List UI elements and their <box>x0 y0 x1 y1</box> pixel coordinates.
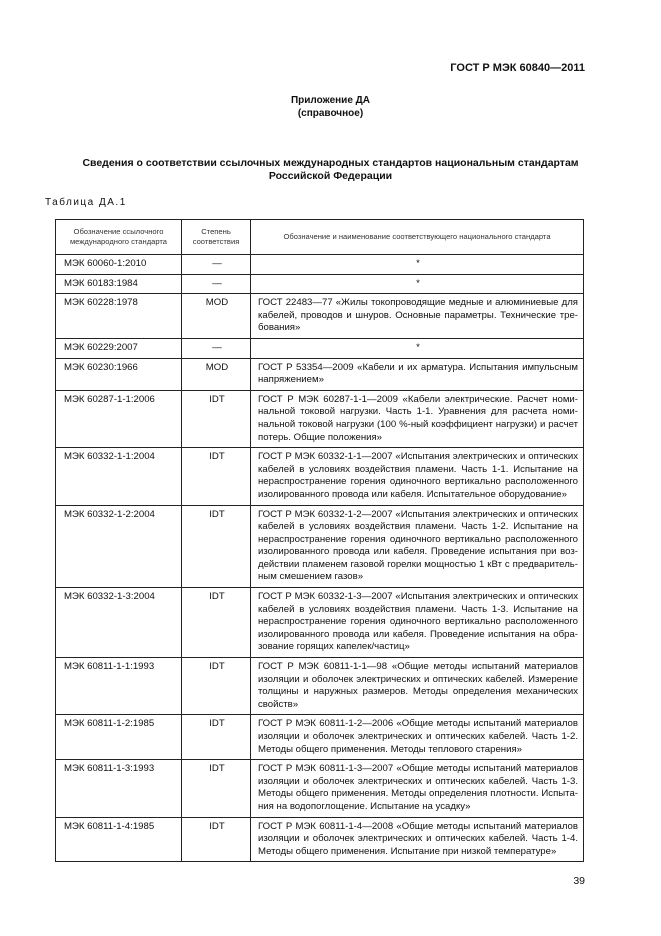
table-row <box>56 817 584 862</box>
degree-cell: — <box>182 274 251 294</box>
annex-title: Приложение ДА <box>290 95 371 106</box>
page-number: 39 <box>573 875 585 887</box>
table-row <box>56 358 584 390</box>
ref-cell: МЭК 60230:1966 <box>56 358 182 390</box>
national-standard-cell: ГОСТ Р 53354—2009 «Кабели и их арматура. Испытания импульсным напряжением» <box>251 358 584 390</box>
document-id-header: ГОСТ Р МЭК 60840—2011 <box>450 62 585 74</box>
table-row <box>56 338 584 358</box>
table-row <box>56 505 584 588</box>
table-caption: Таблица ДА.1 <box>45 197 127 208</box>
table-row <box>56 715 584 760</box>
annex-heading <box>0 94 661 120</box>
national-standard-cell: ГОСТ Р МЭК 60287-1-1—2009 «Кабели электрические. Расчет номинальной токовой нагрузки. Часть 1-1. Уравнения для расчета номинальной токовой нагрузки (100 %-ный коэффициент нагрузки) и расчет потерь. Общие положения» <box>251 390 584 447</box>
header-national: Обозначение и наименование соответствующего национального стандарта <box>251 220 584 255</box>
ref-cell: МЭК 60811-1-4:1985 <box>56 817 182 862</box>
national-standard-cell: ГОСТ Р МЭК 60332-1-1—2007 «Испытания электрических и оптических кабелей в условиях воздействия пламени. Часть 1-1. Испытание на нераспространение горения одиночного вертикально расположенного изолированного провода или кабеля. Испытательное оборудование» <box>251 448 584 505</box>
section-title: Сведения о соответствии ссылочных международных стандартов национальным стандартам Российской Федерации <box>82 157 579 182</box>
national-standard-cell: ГОСТ Р МЭК 60811-1-3—2007 «Общие методы испытаний материалов изоляции и оболочек электрических и оптических кабелей. Часть 1-3. Методы общего применения. Методы определения плотности. Испытания на водопоглощение. Испытание на усадку» <box>251 760 584 817</box>
degree-cell: IDT <box>182 658 251 715</box>
ref-cell: МЭК 60228:1978 <box>56 294 182 339</box>
national-standard-cell: * <box>251 274 584 294</box>
ref-cell: МЭК 60060-1:2010 <box>56 255 182 275</box>
correspondence-table <box>55 219 584 862</box>
national-standard-cell: ГОСТ Р МЭК 60811-1-1—98 «Общие методы испытаний материалов изоляции и оболочек электрических и оптических кабелей. Измерение толщины и наружных размеров. Методы определения механических свойств» <box>251 658 584 715</box>
ref-cell: МЭК 60332-1-1:2004 <box>56 448 182 505</box>
degree-cell: IDT <box>182 715 251 760</box>
table-row <box>56 760 584 817</box>
ref-cell: МЭК 60811-1-2:1985 <box>56 715 182 760</box>
degree-cell: MOD <box>182 294 251 339</box>
table-row <box>56 390 584 447</box>
degree-cell: — <box>182 338 251 358</box>
header-ref: Обозначение ссылочного международного стандарта <box>56 220 182 255</box>
table-row <box>56 294 584 339</box>
ref-cell: МЭК 60811-1-1:1993 <box>56 658 182 715</box>
table-row <box>56 255 584 275</box>
ref-cell: МЭК 60811-1-3:1993 <box>56 760 182 817</box>
national-standard-cell: ГОСТ Р МЭК 60811-1-2—2006 «Общие методы испытаний материалов изоляции и оболочек электрических и оптических кабелей. Часть 1-2. Методы общего применения. Методы теплового старения» <box>251 715 584 760</box>
national-standard-cell: ГОСТ 22483—77 «Жилы токопроводящие медные и алюминиевые для кабелей, проводов и шнуров. Основные параметры. Технические требования» <box>251 294 584 339</box>
ref-cell: МЭК 60332-1-3:2004 <box>56 588 182 658</box>
table-row <box>56 448 584 505</box>
ref-cell: МЭК 60287-1-1:2006 <box>56 390 182 447</box>
degree-cell: IDT <box>182 588 251 658</box>
degree-cell: IDT <box>182 817 251 862</box>
ref-cell: МЭК 60229:2007 <box>56 338 182 358</box>
ref-cell: МЭК 60332-1-2:2004 <box>56 505 182 588</box>
national-standard-cell: ГОСТ Р МЭК 60811-1-4—2008 «Общие методы испытаний материалов изоляции и оболочек электрических и оптических кабелей. Часть 1-4. Методы общего применения. Испытание при низкой температуре» <box>251 817 584 862</box>
national-standard-cell: ГОСТ Р МЭК 60332-1-2—2007 «Испытания электрических и оптических кабелей в условиях воздействия пламени. Часть 1-2. Испытание на нераспространение горения одиночного вертикально расположенного изолированного провода или кабеля. Проведение испытания при воздействии пламенем газовой горелки мощностью 1 кВт с предварительным смешением газов» <box>251 505 584 588</box>
header-degree: Степень соответствия <box>182 220 251 255</box>
table-row <box>56 588 584 658</box>
ref-cell: МЭК 60183:1984 <box>56 274 182 294</box>
degree-cell: IDT <box>182 448 251 505</box>
degree-cell: IDT <box>182 505 251 588</box>
degree-cell: — <box>182 255 251 275</box>
national-standard-cell: * <box>251 338 584 358</box>
table-row <box>56 658 584 715</box>
degree-cell: IDT <box>182 390 251 447</box>
annex-subtitle: (справочное) <box>297 108 364 119</box>
table-row <box>56 274 584 294</box>
degree-cell: MOD <box>182 358 251 390</box>
table-header-row <box>56 220 584 255</box>
national-standard-cell: * <box>251 255 584 275</box>
national-standard-cell: ГОСТ Р МЭК 60332-1-3—2007 «Испытания электрических и оптических кабелей в условиях воздействия пламени. Часть 1-3. Испытание на нераспространение горения одиночного вертикально расположенного изолированного провода или кабеля. Проведение испытания на образование горящих капелек/частиц» <box>251 588 584 658</box>
degree-cell: IDT <box>182 760 251 817</box>
